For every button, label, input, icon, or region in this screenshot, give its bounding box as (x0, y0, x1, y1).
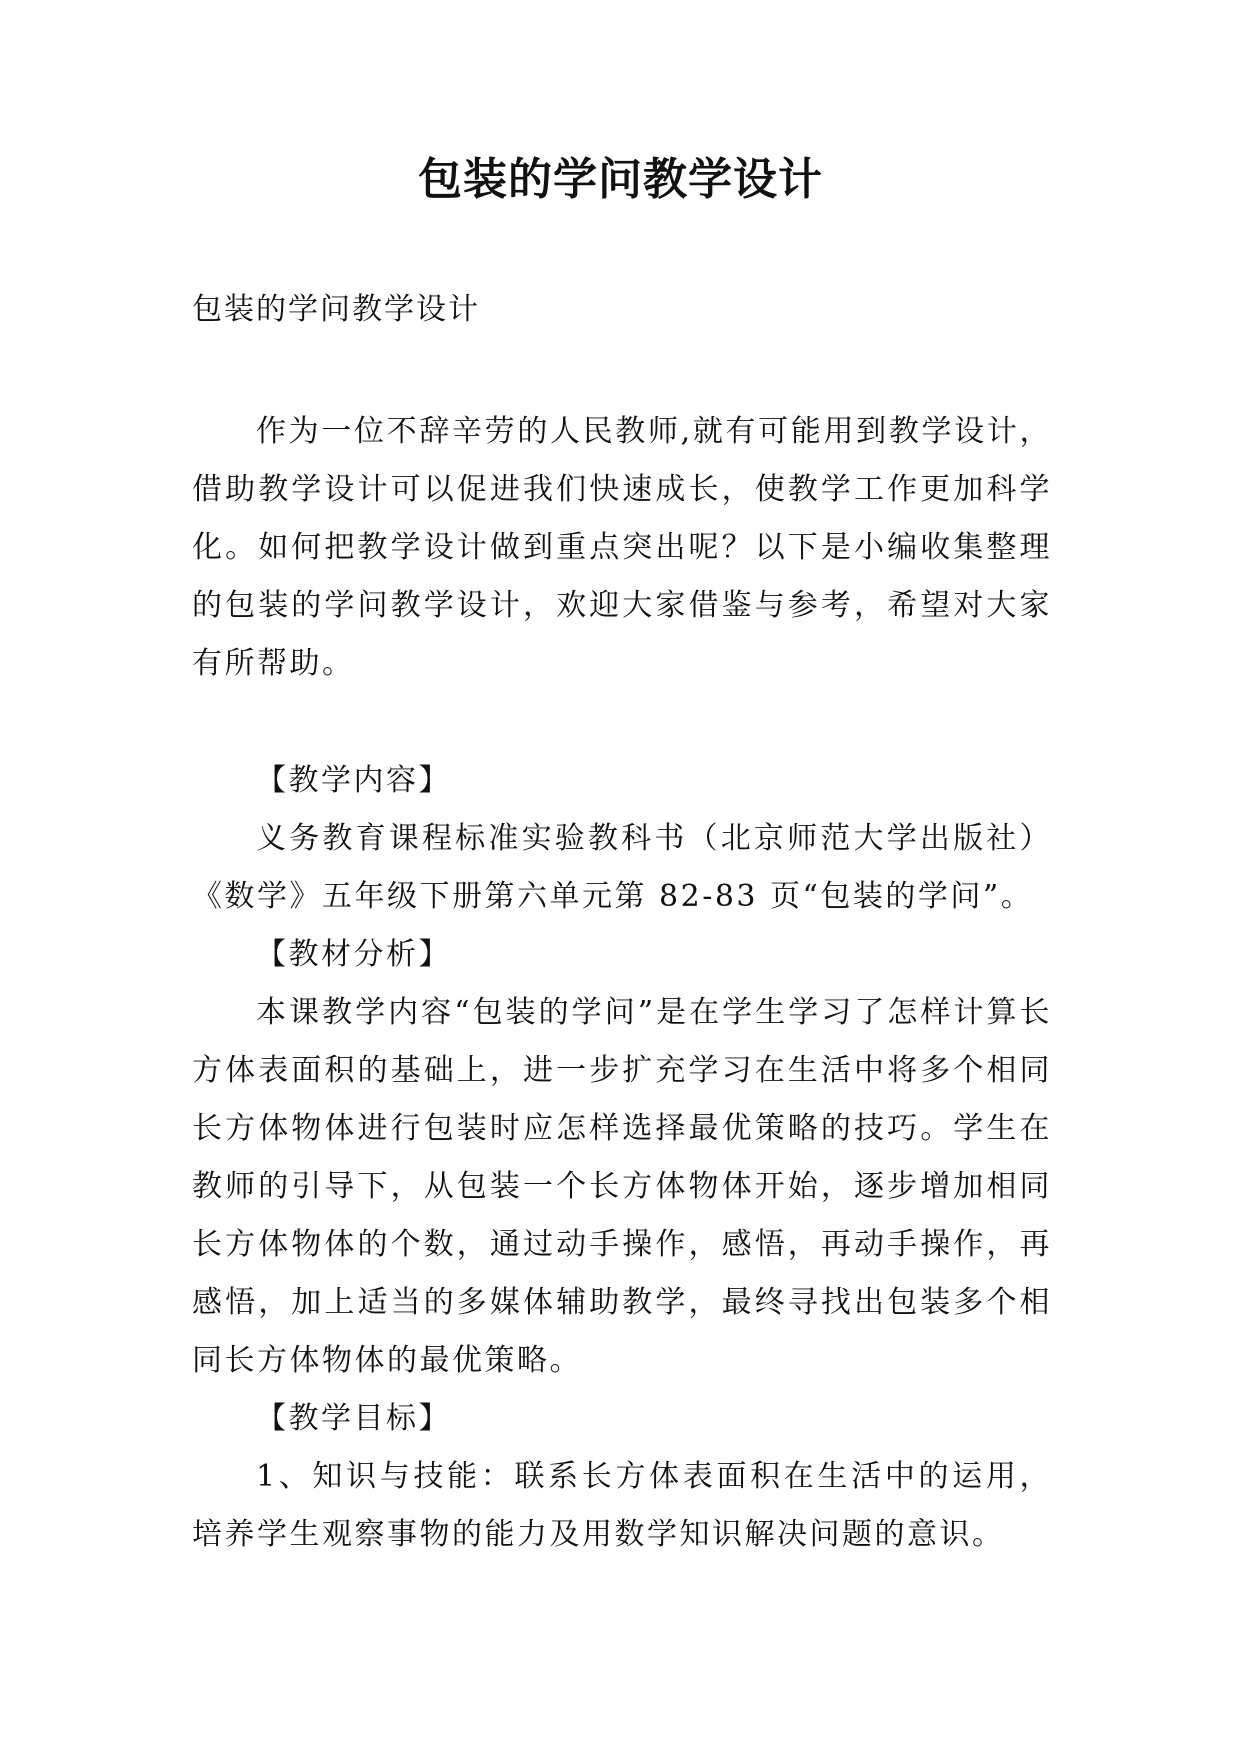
section-text-material-analysis: 本课教学内容“包装的学问”是在学生学习了怎样计算长方体表面积的基础上，进一步扩充学习在生活中将多个相同长方体物体进行包装时应怎样选择最优策略的技巧。学生在教师的引导下，从包装一个长方体物体开始，逐步增加相同长方体物体的个数，通过动手操作，感悟，再动手操作，再感悟，加上适当的多媒体辅助教学，最终寻找出包装多个相同长方体物体的最优策略。 (192, 995, 1052, 1378)
document-title: 包装的学问教学设计 (418, 154, 823, 205)
document-subtitle: 包装的学问教学设计 (192, 292, 480, 327)
section-heading-material-analysis: 【教材分析】 (256, 937, 451, 972)
section-heading-teaching-content: 【教学内容】 (256, 763, 451, 798)
main-content (192, 752, 1052, 1564)
section-heading-teaching-goals: 【教学目标】 (256, 1401, 451, 1436)
section-text-teaching-goals: 1、知识与技能：联系长方体表面积在生活中的运用，培养学生观察事物的能力及用数学知识解决问题的意识。 (192, 1459, 1052, 1552)
intro-paragraph: 作为一位不辞辛劳的人民教师,就有可能用到教学设计，借助教学设计可以促进我们快速成长，使教学工作更加科学化。如何把教学设计做到重点突出呢？以下是小编收集整理的包装的学问教学设计，欢迎大家借鉴与参考，希望对大家有所帮助。 (192, 414, 1052, 681)
intro-block (192, 403, 1052, 693)
section-text-teaching-content: 义务教育课程标准实验教科书（北京师范大学出版社）《数学》五年级下册第六单元第 82-83 页“包装的学问”。 (192, 821, 1052, 914)
